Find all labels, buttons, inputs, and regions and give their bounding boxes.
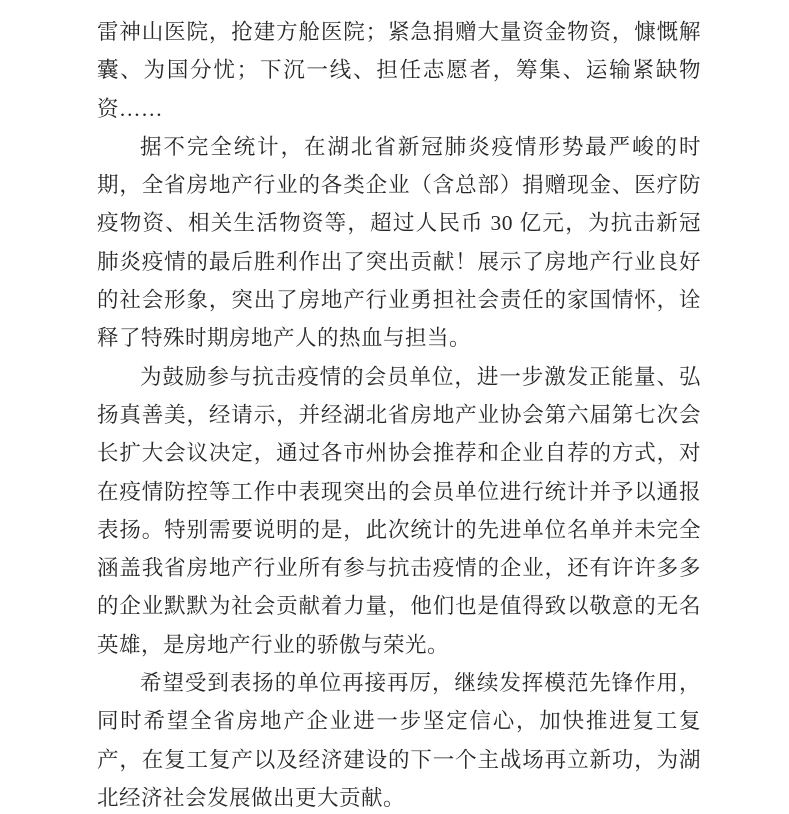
document-body bbox=[97, 13, 701, 814]
paragraph-statistics: 据不完全统计，在湖北省新冠肺炎疫情形势最严峻的时期，全省房地产行业的各类企业（含总部）捐赠现金、医疗防疫物资、相关生活物资等，超过人民币 30 亿元，为抗击新冠肺炎疫情的最后胜利作出了突出贡献！展示了房地产行业良好的社会形象，突出了房地产行业勇担社会责任的家国情怀，诠释了特殊时期房地产人的热血与担当。 bbox=[97, 134, 701, 351]
paragraph-commendation-decision: 为鼓励参与抗击疫情的会员单位，进一步激发正能量、弘扬真善美，经请示，并经湖北省房地产业协会第六届第七次会长扩大会议决定，通过各市州协会推荐和企业自荐的方式，对在疫情防控等工作中表现突出的会员单位进行统计并予以通报表扬。特别需要说明的是，此次统计的先进单位名单并未完全涵盖我省房地产行业所有参与抗击疫情的企业，还有许许多多的企业默默为社会贡献着力量，他们也是值得致以敬意的无名英雄，是房地产行业的骄傲与荣光。 bbox=[97, 364, 701, 657]
paragraph-hope-closing: 希望受到表扬的单位再接再厉，继续发挥模范先锋作用，同时希望全省房地产企业进一步坚定信心，加快推进复工复产，在复工复产以及经济建设的下一个主战场再立新功，为湖北经济社会发展做出更大贡献。 bbox=[97, 671, 701, 810]
paragraph-continuation: 雷神山医院，抢建方舱医院；紧急捐赠大量资金物资，慷慨解囊、为国分忧；下沉一线、担任志愿者，筹集、运输紧缺物资…… bbox=[97, 20, 701, 121]
